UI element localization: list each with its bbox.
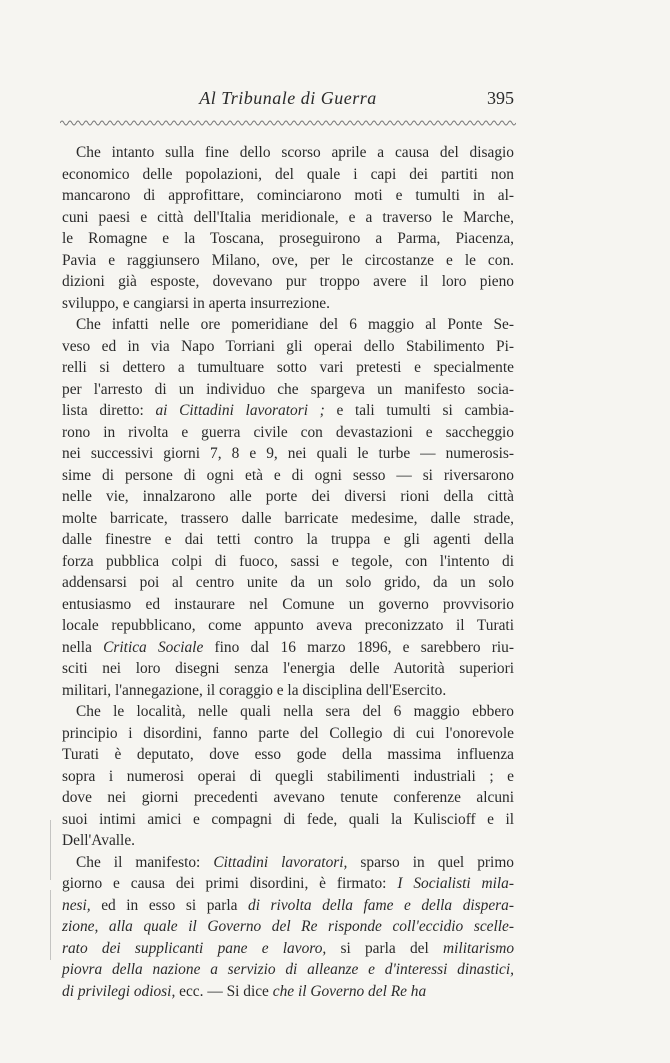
- text-run: dizioni già esposte, dovevano pur troppo avere il loro pieno: [62, 273, 514, 290]
- text-run: giorno e causa dei primi disordini, è firmato:: [62, 875, 398, 892]
- text-line: [62, 787, 514, 809]
- text-line: [62, 164, 514, 186]
- text-run: ed in esso si parla: [90, 896, 249, 914]
- italic-text: rato dei supplicanti pane e lavoro,: [62, 939, 327, 957]
- text-line: [62, 680, 514, 702]
- italic-text: Critica Sociale: [103, 638, 204, 656]
- text-line: [62, 594, 514, 616]
- text-run: veso ed in via Napo Torriani gli operai dello Stabilimento Pi-: [62, 337, 514, 355]
- text-line: [62, 938, 514, 960]
- text-line: [62, 185, 514, 207]
- text-run: Pavia e raggiunsero Milano, ove, per le circostanze e le con.: [62, 251, 514, 269]
- wavy-rule-ornament: [60, 118, 516, 128]
- text-run: e tali tumulti si cambia-: [324, 402, 515, 419]
- text-run: fino dal 16 marzo 1896, e sarebbero riu-: [203, 638, 514, 656]
- paragraph: [62, 701, 514, 852]
- text-run: ecc. — Si dice: [175, 982, 273, 1000]
- text-line: [62, 207, 514, 229]
- text-run: sviluppo, e cangiarsi in aperta insurrezione.: [62, 294, 330, 312]
- text-line: [62, 529, 514, 551]
- text-run: Dell'Avalle.: [62, 832, 135, 849]
- text-run: economico delle popolazioni, del quale i capi dei partiti non: [62, 165, 514, 183]
- page-number: 395: [487, 88, 514, 108]
- text-run: Che il manifesto:: [76, 853, 214, 871]
- text-line: [62, 400, 514, 422]
- text-line: [62, 658, 514, 680]
- text-run: dove nei giorni precedenti avevano tenute conferenze alcuni: [62, 789, 514, 806]
- text-run: mancarono di approfittare, cominciarono moti e tumulti in al-: [62, 187, 514, 204]
- running-title: Al Tribunale di Guerra: [199, 88, 377, 108]
- italic-text: nesi,: [62, 896, 91, 914]
- italic-text: zione, alla quale il Governo del Re risponde coll'eccidio scelle-: [62, 918, 514, 935]
- text-run: nella: [62, 638, 104, 656]
- text-line: [62, 228, 514, 250]
- text-line: [62, 551, 514, 573]
- text-line: [62, 701, 514, 723]
- text-line: [62, 895, 514, 917]
- text-line: [62, 422, 514, 444]
- text-run: le Romagne e la Toscana, proseguirono a Parma, Piacenza,: [62, 230, 514, 247]
- italic-text: di privilegi odiosi,: [62, 982, 176, 1000]
- text-line: [62, 250, 514, 272]
- text-run: locale repubblicano, come appunto aveva preconizzato il Turati: [62, 617, 514, 634]
- text-line: [62, 379, 514, 401]
- text-line: [62, 744, 514, 766]
- text-run: sciti nei loro disegni senza l'energia delle Autorità superiori: [62, 660, 514, 677]
- text-line: [62, 508, 514, 530]
- paragraph: [62, 314, 514, 701]
- italic-text: I Socialisti mila-: [397, 875, 514, 892]
- text-line: [62, 615, 514, 637]
- text-run: entusiasmo ed instaurare nel Comune un governo provvisorio: [62, 595, 514, 613]
- text-run: molte barricate, trassero dalle barricate medesime, dalle strade,: [62, 509, 514, 527]
- text-line: [62, 981, 514, 1003]
- text-run: nelle vie, innalzarono alle porte dei diversi rioni della città: [62, 488, 514, 505]
- text-run: Turati è deputato, dove esso gode della massima influenza: [62, 746, 514, 763]
- text-line: [62, 443, 514, 465]
- text-run: per l'arresto di un individuo che spargeva un manifesto socia-: [62, 380, 514, 398]
- text-run: principio i disordini, fanno parte del Collegio di cui l'onorevole: [62, 724, 514, 742]
- text-run: rono in rivolta e guerra civile con devastazioni e saccheggio: [62, 423, 514, 441]
- text-line: [62, 293, 514, 315]
- text-line: [62, 959, 514, 981]
- text-line: [62, 271, 514, 293]
- italic-text: piovra della nazione a servizio di alleanze e d'interessi dinastici,: [62, 961, 514, 978]
- text-run: sopra i numerosi operai di quegli stabilimenti industriali ; e: [62, 767, 514, 785]
- text-line: [62, 336, 514, 358]
- text-line: [62, 357, 514, 379]
- text-line: [62, 572, 514, 594]
- text-line: [62, 142, 514, 164]
- text-run: nei successivi giorni 7, 8 e 9, nei quali le turbe — numerosis-: [62, 445, 514, 462]
- text-run: Che infatti nelle ore pomeridiane del 6 maggio al Ponte Se-: [76, 316, 514, 333]
- text-run: cuni paesi e città dell'Italia meridionale, e a traverso le Marche,: [62, 208, 514, 226]
- text-line: [62, 723, 514, 745]
- text-run: suoi intimi amici e compagni di fede, quali la Kuliscioff e il: [62, 810, 514, 828]
- text-line: [62, 830, 514, 852]
- body-text: [62, 142, 514, 1002]
- margin-pencil-mark: [50, 820, 51, 880]
- text-run: forza pubblica colpi di fuoco, sassi e tegole, con l'intento di: [62, 552, 514, 570]
- text-line: [62, 314, 514, 336]
- text-line: [62, 809, 514, 831]
- text-run: sparso in quel primo: [347, 853, 514, 871]
- text-line: [62, 637, 514, 659]
- italic-text: militarismo: [443, 939, 515, 957]
- paragraph: [62, 142, 514, 314]
- text-run: addensarsi poi al centro unite da un solo grido, da un solo: [62, 574, 514, 591]
- text-line: [62, 852, 514, 874]
- text-line: [62, 486, 514, 508]
- text-line: [62, 873, 514, 895]
- text-run: dalle finestre e dai tetti contro la truppa e gli agenti della: [62, 531, 514, 548]
- text-run: relli si dettero a tumultuare sotto vari pretesti e specialmente: [62, 359, 514, 376]
- margin-pencil-mark: [50, 890, 51, 960]
- text-run: Che le località, nelle quali nella sera del 6 maggio ebbero: [76, 703, 514, 720]
- text-run: sime di persone di ogni età e di ogni sesso — si riversarono: [62, 466, 514, 484]
- running-header: [60, 88, 516, 114]
- text-line: [62, 766, 514, 788]
- paragraph: [62, 852, 514, 1003]
- text-line: [62, 916, 514, 938]
- text-line: [62, 465, 514, 487]
- text-run: militari, l'annegazione, il coraggio e la disciplina dell'Esercito.: [62, 681, 447, 699]
- text-run: si parla del: [326, 939, 444, 957]
- italic-text: Cittadini lavoratori,: [213, 853, 348, 871]
- italic-text: ai Cittadini lavoratori ;: [155, 402, 325, 419]
- text-run: Che intanto sulla fine dello scorso aprile a causa del disagio: [76, 144, 514, 161]
- italic-text: di rivolta della fame e della dispera-: [248, 896, 514, 914]
- text-run: lista diretto:: [62, 402, 156, 419]
- italic-text: che il Governo del Re ha: [272, 982, 427, 1000]
